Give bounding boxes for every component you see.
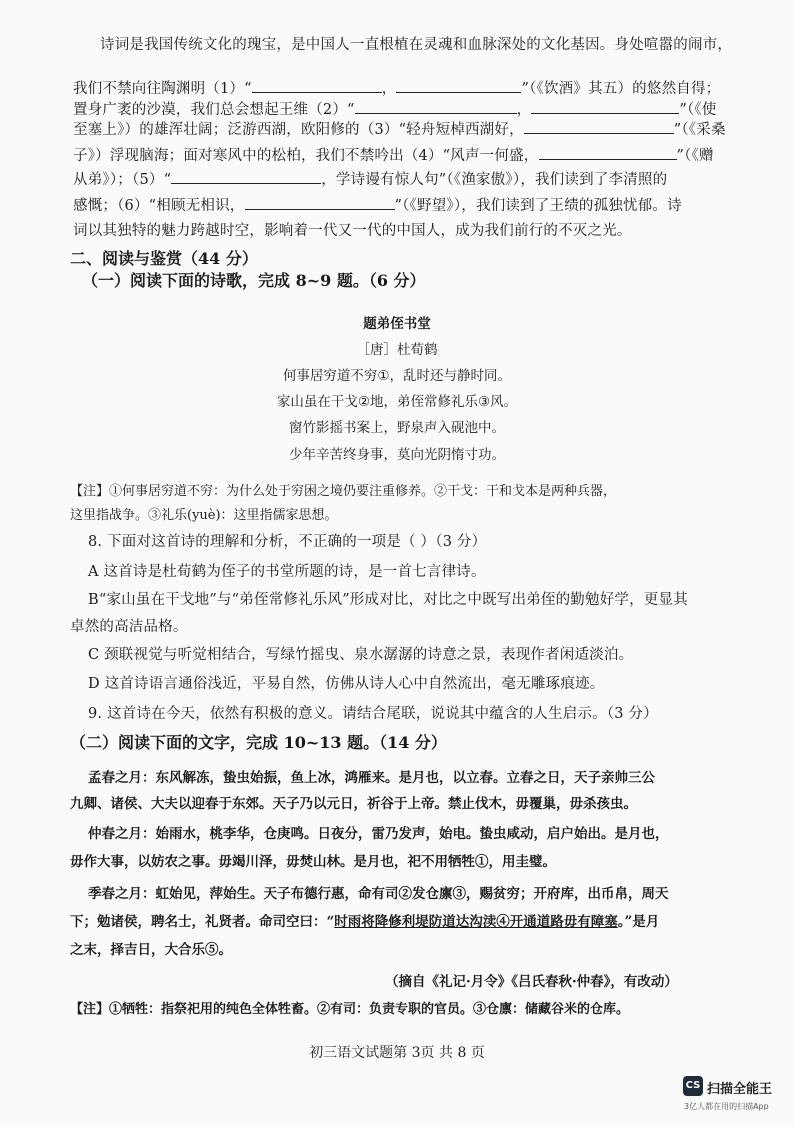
intro-line-3 (73, 98, 717, 119)
intro-text: 至塞上》）的雄浑壮阔；泛游西湖，欧阳修的（3）“轻舟短棹西湖好， (73, 122, 524, 138)
part2-heading: （二）阅读下面的文字，完成 10~13 题。（14 分） (70, 733, 447, 752)
intro-line-6 (73, 168, 667, 189)
intro-text: 置身广袤的沙漠，我们总会想起王维（2）“ (73, 102, 355, 118)
source-citation: （摘自《礼记·月令》《吕氏春秋·仲春》，有改动） (385, 974, 678, 990)
text-span: 下；勉诸侯，聘名士，礼贤者。命司空曰：“ (70, 914, 335, 930)
text-note: 【注】①牺牲：指祭祀用的纯色全体牲畜。②有司：负责专职的官员。③仓廪：储藏谷米的仓库。 (70, 1002, 630, 1017)
text-paragraph: 仲春之月：始雨水，桃李华，仓庚鸣。日夜分，雷乃发声，始电。蛰虫咸动，启户始出。是月也， (88, 826, 669, 842)
intro-text: ”（《使 (679, 102, 717, 118)
scanner-brand-name: 扫描全能王 (707, 1082, 773, 1097)
answer-blank-1a[interactable] (252, 78, 382, 93)
text-paragraph: 九卿、诸侯、大夫以迎春于东郊。天子乃以元日，祈谷于上帝。禁止伐木，毋覆巢，毋杀孩虫。 (70, 796, 637, 812)
text-span: 。”是月 (617, 914, 660, 930)
answer-blank-4[interactable] (539, 145, 677, 160)
text-paragraph: 毋作大事，以妨农之事。毋竭川泽，毋焚山林。是月也，祀不用牺牲①，用圭璧。 (70, 854, 556, 870)
intro-text: ， (516, 102, 532, 118)
page-footer: 初三语文试题第 3页 共 8 页 (309, 1045, 485, 1061)
text-paragraph: 孟春之月：东风解冻，蛰虫始振，鱼上冰，鸿雁来。是月也，以立春。立春之日，天子亲帅三公 (88, 770, 655, 786)
poem-title: 题弟侄书堂 (363, 316, 431, 332)
answer-blank-5[interactable] (171, 169, 321, 184)
answer-blank-2a[interactable] (355, 99, 517, 114)
option-b: B“家山虽在干戈地”与“弟侄常修礼乐风”形成对比，对比之中既写出弟侄的勤勉好学，更显其 (88, 592, 688, 608)
question-9: 9. 这首诗在今天，依然有积极的意义。请结合尾联，说说其中蕴含的人生启示。（3 分） (88, 706, 658, 722)
part1-heading: （一）阅读下面的诗歌，完成 8~9 题。（6 分） (82, 271, 426, 290)
section-heading: 二、阅读与鉴赏（44 分） (70, 249, 258, 268)
intro-text: ”（《饮酒》其五）的悠然自得； (521, 81, 721, 97)
answer-blank-2b[interactable] (531, 99, 679, 114)
intro-line-2 (73, 77, 720, 98)
intro-line-4 (73, 118, 726, 139)
intro-text: ，学诗谩有惊人句”（《渔家傲》），我们读到了李清照的 (321, 172, 668, 188)
intro-text: ”（《采桑 (673, 122, 726, 138)
intro-line-1: 诗词是我国传统文化的瑰宝，是中国人一直根植在灵魂和血脉深处的文化基因。身处喧嚣的闹市， (100, 37, 733, 53)
intro-text: ”（《赠 (676, 148, 714, 164)
text-paragraph (70, 910, 659, 930)
poem-line: 窗竹影摇书案上，野泉声入砚池中。 (289, 420, 505, 436)
scanner-logo-icon: CS (683, 1076, 703, 1096)
intro-text: 感慨；（6）“相顾无相识， (73, 198, 245, 214)
poem-line: 少年辛苦终身事，莫向光阴惰寸功。 (289, 447, 505, 463)
question-8: 8. 下面对这首诗的理解和分析，不正确的一项是（ ）（3 分） (88, 534, 487, 550)
poem-author: ［唐］杜荀鹤 (356, 342, 438, 358)
text-paragraph: 季春之月：虹始见，萍始生。天子布德行惠，命有司②发仓廪③，赐贫穷；开府库，出币帛，周天 (88, 886, 669, 902)
intro-line-7 (73, 194, 682, 215)
option-d: D 这首诗语言通俗浅近，平易自然，仿佛从诗人心中自然流出，毫无雕琢痕迹。 (88, 676, 605, 692)
intro-text: 子》）浮现脑海；面对寒风中的松柏，我们不禁吟出（4）“风声一何盛， (73, 148, 539, 164)
answer-blank-1b[interactable] (396, 78, 521, 93)
option-c: C 颈联视觉与听觉相结合，写绿竹摇曳、泉水潺潺的诗意之景，表现作者闲适淡泊。 (88, 647, 634, 663)
intro-text: 从弟》）；（5）“ (73, 172, 172, 188)
poem-note: 【注】①何事居穷道不穷：为什么处于穷困之境仍要注重修养。②干戈：干和戈本是两种兵器， (70, 484, 617, 499)
poem-line: 何事居穷道不穷①，乱时还与静时同。 (282, 368, 512, 384)
text-paragraph: 之末，择吉日，大合乐⑤。 (70, 942, 232, 958)
poem-note: 这里指战争。③礼乐(yuè)：这里指儒家思想。 (70, 508, 338, 523)
answer-blank-3[interactable] (524, 119, 674, 134)
intro-text: ， (381, 81, 397, 97)
intro-text: 我们不禁向往陶渊明（1）“ (73, 81, 252, 97)
underlined-sentence: 时雨将降修利堤防道达沟渎④开通道路毋有障塞 (334, 914, 618, 930)
intro-line-5 (73, 144, 714, 165)
intro-text: ”（《野望》），我们读到了王绩的孤独忧郁。诗 (394, 198, 682, 214)
answer-blank-6[interactable] (245, 195, 395, 210)
intro-line-8: 词以其独特的魅力跨越时空，影响着一代又一代的中国人，成为我们前行的不灭之光。 (73, 223, 632, 239)
option-b-cont: 卓然的高洁品格。 (70, 619, 188, 635)
option-a: A 这首诗是杜荀鹤为侄子的书堂所题的诗，是一首七言律诗。 (88, 564, 486, 580)
scanner-slogan: 3亿人都在用的扫描App (684, 1102, 769, 1111)
poem-line: 家山虽在干戈②地，弟侄常修礼乐③风。 (276, 394, 518, 410)
